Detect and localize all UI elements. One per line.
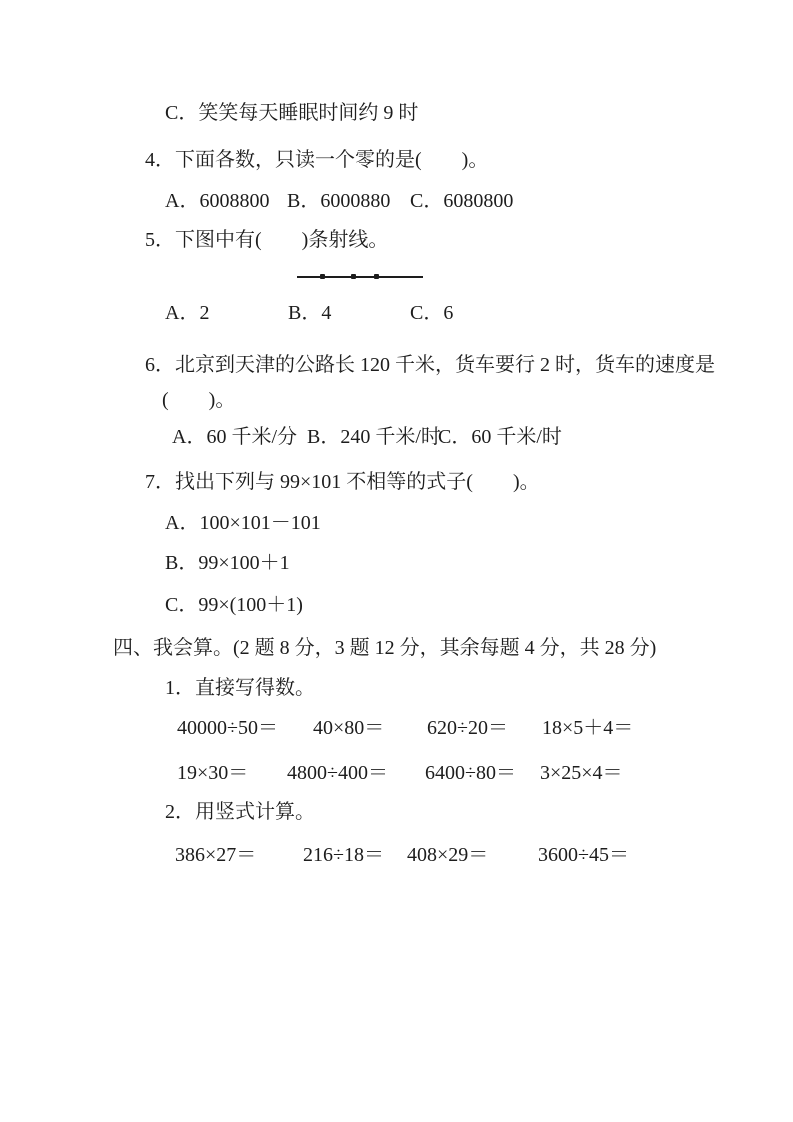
expression: 216÷18＝ <box>303 844 384 866</box>
question-4-option-a: A．6008800 <box>165 190 270 212</box>
expression: 620÷20＝ <box>427 717 508 739</box>
question-4-stem: 4．下面各数，只读一个零的是( )。 <box>145 149 489 171</box>
expression: 40×80＝ <box>313 717 385 739</box>
question-5-stem: 5．下图中有( )条射线。 <box>145 229 389 251</box>
mental-math-row-2 <box>0 759 793 787</box>
question-4-options-row <box>0 187 793 215</box>
mental-math-row-1 <box>0 714 793 742</box>
question-7-stem: 7．找出下列与 99×101 不相等的式子( )。 <box>145 471 540 493</box>
question-4-option-c: C．6080800 <box>410 190 514 212</box>
line-segment <box>297 276 423 278</box>
question-6-option-c: C．60 千米/时 <box>438 426 562 448</box>
expression: 6400÷80＝ <box>425 762 516 784</box>
column-calculation-row <box>0 841 793 869</box>
question-6-option-b: B．240 千米/时 <box>307 426 441 448</box>
question-7-option-a: A．100×101－101 <box>165 512 321 534</box>
expression: 386×27＝ <box>175 844 257 866</box>
line-point-3 <box>374 274 379 279</box>
expression: 40000÷50＝ <box>177 717 278 739</box>
question-6-stem-line-1: 6．北京到天津的公路长 120 千米，货车要行 2 时，货车的速度是 <box>145 354 715 376</box>
expression: 408×29＝ <box>407 844 489 866</box>
section-4-question-1-title: 1．直接写得数。 <box>165 677 315 699</box>
section-4-question-2-title: 2．用竖式计算。 <box>165 801 315 823</box>
question-5-option-c: C．6 <box>410 302 454 324</box>
question-7-option-b: B．99×100＋1 <box>165 552 290 574</box>
question-5-option-a: A．2 <box>165 302 210 324</box>
expression: 3600÷45＝ <box>538 844 629 866</box>
question-6-options-row <box>0 423 793 451</box>
question-5-options-row <box>0 299 793 327</box>
question-7-option-c: C．99×(100＋1) <box>165 594 303 616</box>
question-5-option-b: B．4 <box>288 302 332 324</box>
expression: 4800÷400＝ <box>287 762 388 784</box>
line-point-1 <box>320 274 325 279</box>
expression: 3×25×4＝ <box>540 762 623 784</box>
question-3-option-c: C．笑笑每天睡眠时间约 9 时 <box>165 102 419 124</box>
question-5-line-figure <box>297 276 423 280</box>
question-6-option-a: A．60 千米/分 <box>172 426 297 448</box>
question-4-option-b: B．6000880 <box>287 190 391 212</box>
expression: 18×5＋4＝ <box>542 717 634 739</box>
question-6-stem-line-2: ( )。 <box>162 389 236 411</box>
expression: 19×30＝ <box>177 762 249 784</box>
section-4-header: 四、我会算。(2 题 8 分，3 题 12 分，其余每题 4 分，共 28 分) <box>113 637 657 659</box>
line-point-2 <box>351 274 356 279</box>
